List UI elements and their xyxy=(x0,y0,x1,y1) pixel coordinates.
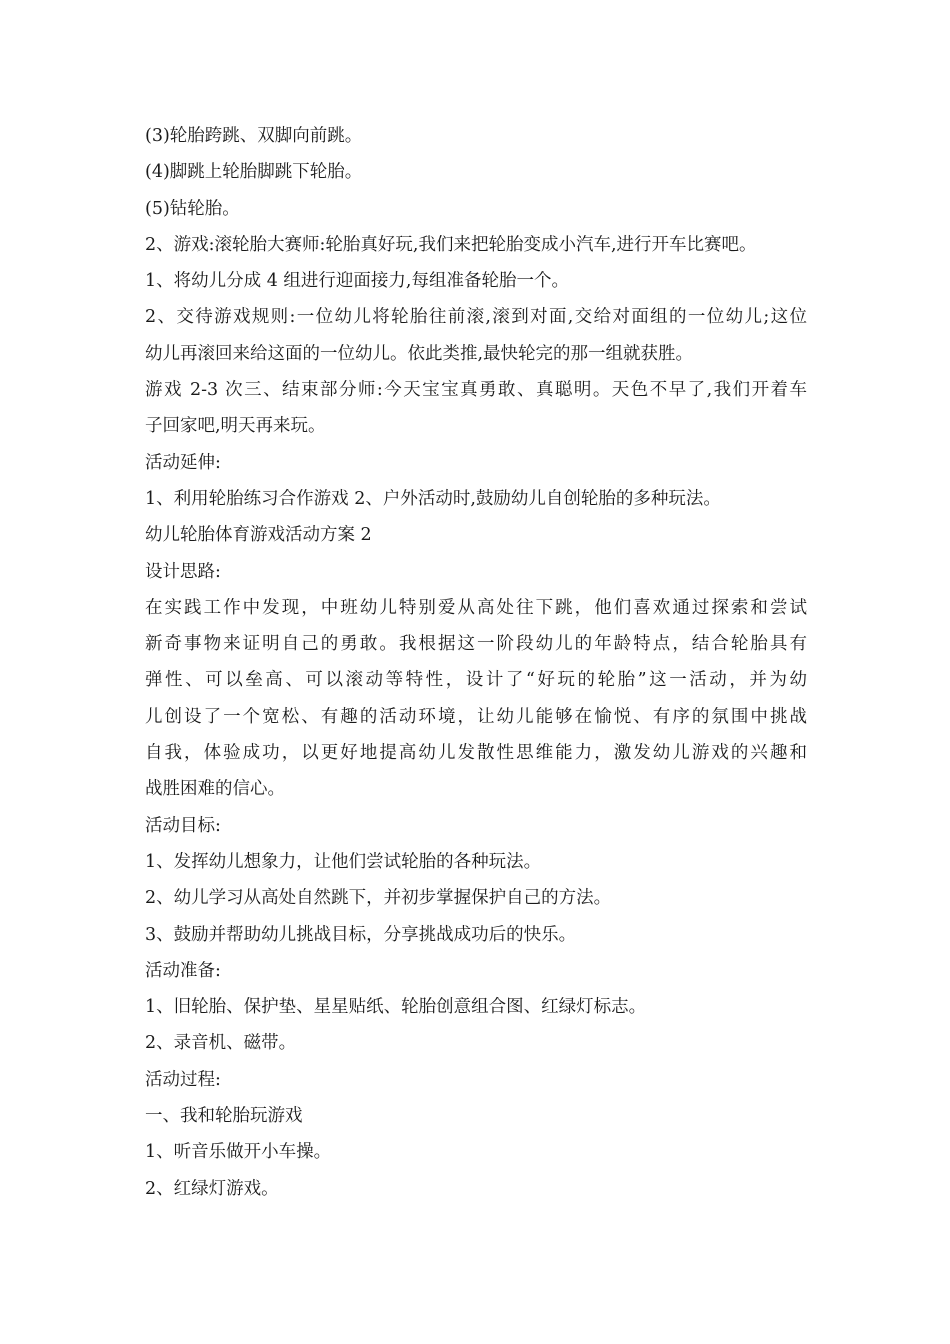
text-line: 幼儿再滚回来给这面的一位幼儿。依此类推,最快轮完的那一组就获胜。 xyxy=(145,343,694,364)
text-line: 2、游戏:滚轮胎大赛师:轮胎真好玩,我们来把轮胎变成小汽车,进行开车比赛吧。 xyxy=(145,234,757,255)
document-title: 幼儿轮胎体育游戏活动方案 2 xyxy=(145,525,372,546)
document-body xyxy=(145,118,807,1207)
list-item: 2、幼儿学习从高处自然跳下，并初步掌握保护自己的方法。 xyxy=(145,888,612,909)
text-line: 2、交待游戏规则:一位幼儿将轮胎往前滚,滚到对面,交给对面组的一位幼儿;这位 xyxy=(145,307,807,328)
text-line: 新奇事物来证明自己的勇敢。我根据这一阶段幼儿的年龄特点，结合轮胎具有 xyxy=(145,634,807,655)
text-line: 子回家吧,明天再来玩。 xyxy=(145,416,326,437)
section-heading: 活动延伸: xyxy=(145,452,221,473)
subsection-heading: 一、我和轮胎玩游戏 xyxy=(145,1106,303,1127)
text-line: (5)钻轮胎。 xyxy=(145,198,240,219)
text-line: 自我，体验成功，以更好地提高幼儿发散性思维能力，激发幼儿游戏的兴趣和 xyxy=(145,743,807,764)
list-item: 2、红绿灯游戏。 xyxy=(145,1178,279,1199)
text-line: (4)脚跳上轮胎脚跳下轮胎。 xyxy=(145,162,363,183)
text-line: 1、将幼儿分成 4 组进行迎面接力,每组准备轮胎一个。 xyxy=(145,271,569,292)
text-line: 游戏 2-3 次三、结束部分师:今天宝宝真勇敢、真聪明。天色不早了,我们开着车 xyxy=(145,380,807,401)
text-line: 弹性、可以垒高、可以滚动等特性，设计了“好玩的轮胎”这一活动，并为幼 xyxy=(145,670,807,691)
text-line: 儿创设了一个宽松、有趣的活动环境，让幼儿能够在愉悦、有序的氛围中挑战 xyxy=(145,706,807,727)
text-line: 战胜困难的信心。 xyxy=(145,779,285,800)
list-item: 1、发挥幼儿想象力，让他们尝试轮胎的各种玩法。 xyxy=(145,851,542,872)
list-item: 2、录音机、磁带。 xyxy=(145,1033,297,1054)
text-line: 1、利用轮胎练习合作游戏 2、户外活动时,鼓励幼儿自创轮胎的多种玩法。 xyxy=(145,488,721,509)
text-line: (3)轮胎跨跳、双脚向前跳。 xyxy=(145,126,363,146)
section-heading: 活动目标: xyxy=(145,815,221,836)
section-heading: 活动准备: xyxy=(145,960,221,981)
list-item: 3、鼓励并帮助幼儿挑战目标，分享挑战成功后的快乐。 xyxy=(145,924,577,945)
section-heading: 活动过程: xyxy=(145,1069,221,1090)
text-line: 在实践工作中发现，中班幼儿特别爱从高处往下跳，他们喜欢通过探索和尝试 xyxy=(145,597,807,618)
section-heading: 设计思路: xyxy=(145,561,221,582)
list-item: 1、旧轮胎、保护垫、星星贴纸、轮胎创意组合图、红绿灯标志。 xyxy=(145,997,647,1018)
list-item: 1、听音乐做开小车操。 xyxy=(145,1142,332,1163)
